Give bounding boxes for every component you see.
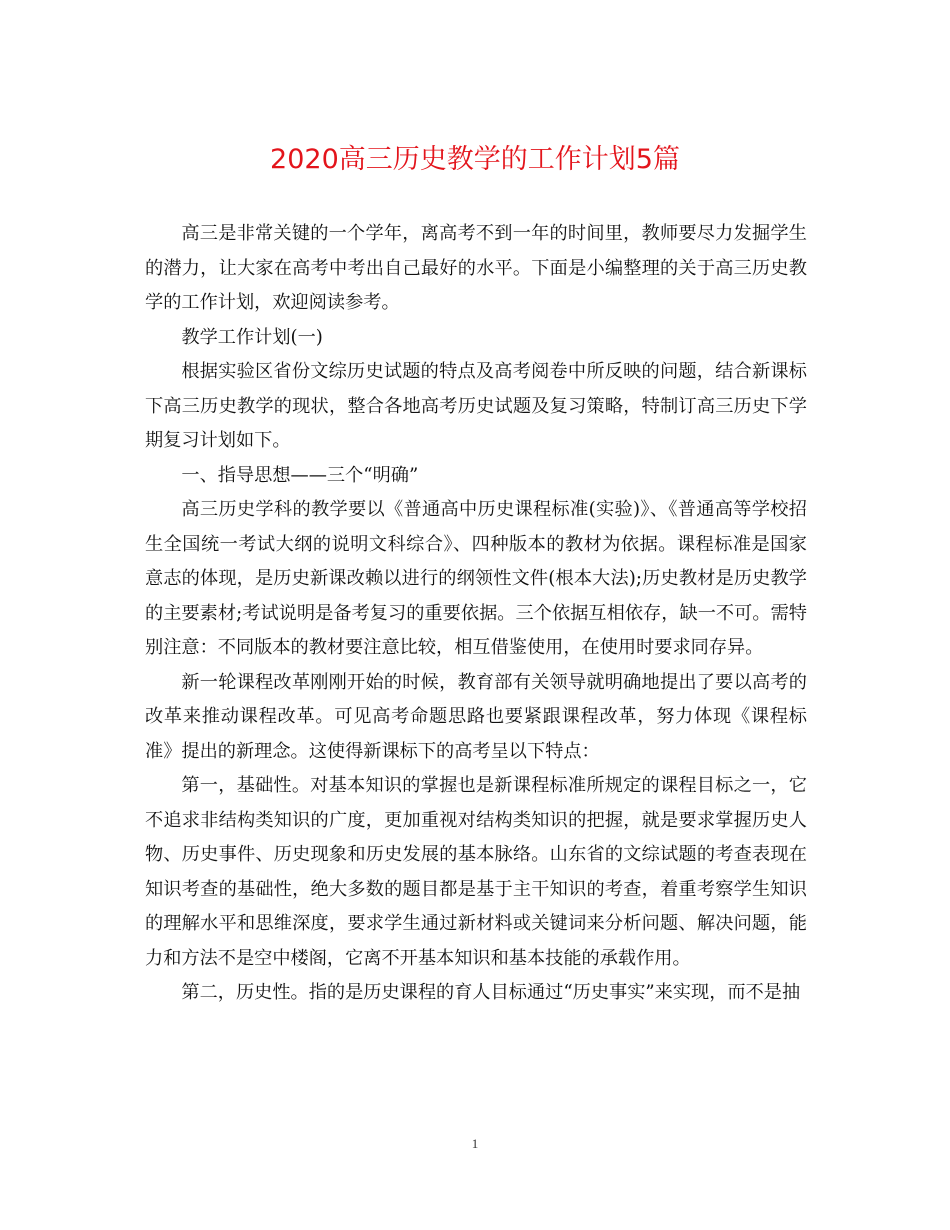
paragraph-intro: 高三是非常关键的一个学年，离高考不到一年的时间里，教师要尽力发掘学生的潜力，让大家在高考中考出自己最好的水平。下面是小编整理的关于高三历史教学的工作计划，欢迎阅读参考。 bbox=[145, 223, 807, 313]
page-number: 1 bbox=[471, 1136, 479, 1151]
paragraph-reform: 新一轮课程改革刚刚开始的时候，教育部有关领导就明确地提出了要以高考的改革来推动课程改革。可见高考命题思路也要紧跟课程改革，努力体现《课程标准》提出的新理念。这使得新课标下的高考呈以下特点： bbox=[145, 671, 807, 762]
document-title: 2020高三历史教学的工作计划5篇 bbox=[270, 144, 680, 175]
paragraph-curriculum-basis: 高三历史学科的教学要以《普通高中历史课程标准(实验)》、《普通高等学校招生全国统一考试大纲的说明文科综合》、四种版本的教材为依据。课程标准是国家意志的体现，是历史新课改赖以进行的纲领性文件(根本大法);历史教材是历史教学的主要素材;考试说明是备考复习的重要依据。三个依据互相依存，缺一不可。需特别注意：不同版本的教材要注意比较，相互借鉴使用，在使用时要求同存异。 bbox=[145, 499, 807, 658]
paragraph-plan-overview: 根据实验区省份文综历史试题的特点及高考阅卷中所反映的问题，结合新课标下高三历史教学的现状，整合各地高考历史试题及复习策略，特制订高三历史下学期复习计划如下。 bbox=[145, 361, 807, 451]
section-heading-guiding-ideas: 一、指导思想——三个“明确” bbox=[181, 464, 419, 486]
document-body bbox=[145, 217, 807, 1011]
paragraph-point-two: 第二，历史性。指的是历史课程的育人目标通过“历史事实”来实现，而不是抽 bbox=[181, 982, 801, 1003]
paragraph-point-one: 第一，基础性。对基本知识的掌握也是新课程标准所规定的课程目标之一，它不追求非结构类知识的广度，更加重视对结构类知识的把握，就是要求掌握历史人物、历史事件、历史现象和历史发展的基本脉络。山东省的文综试题的考查表现在知识考查的基础性，绝大多数的题目都是基于主干知识的考查，着重考察学生知识的理解水平和思维深度，要求学生通过新材料或关键词来分析问题、解决问题，能力和方法不是空中楼阁，它离不开基本知识和基本技能的承载作用。 bbox=[145, 775, 807, 969]
section-heading-plan-one: 教学工作计划(一) bbox=[181, 326, 323, 348]
